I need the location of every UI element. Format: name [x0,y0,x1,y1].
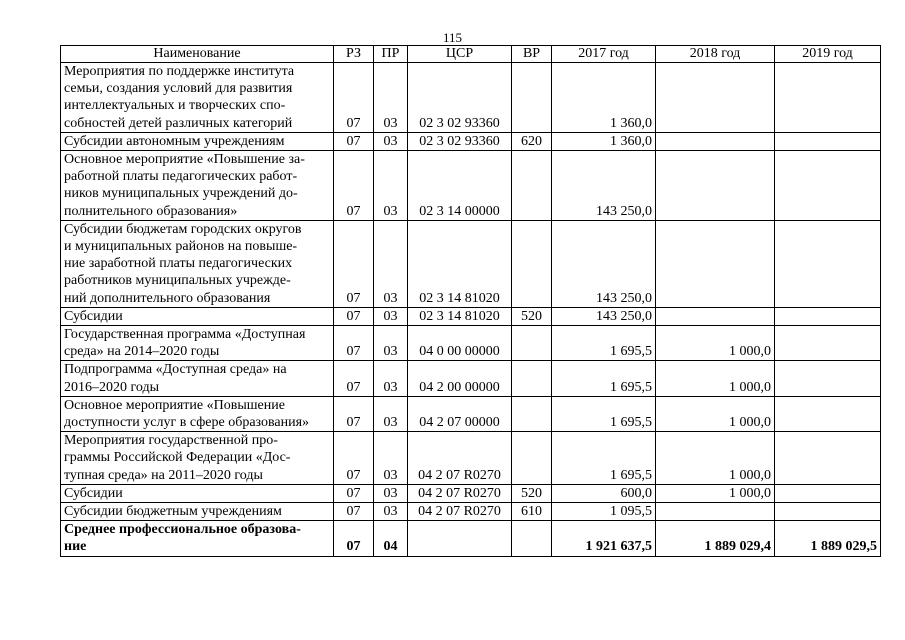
cell-csr: 02 3 14 81020 [408,307,512,325]
table-row [61,151,881,221]
table-row [61,307,881,325]
cell-rz: 07 [334,521,374,556]
cell-2019 [775,132,881,150]
table-row [61,132,881,150]
cell-pr: 03 [374,396,408,431]
cell-csr: 02 3 14 00000 [408,151,512,221]
cell-2019 [775,220,881,307]
cell-vr [512,326,552,361]
cell-pr: 03 [374,503,408,521]
cell-rz: 07 [334,326,374,361]
header-2018: 2018 год [656,46,775,63]
cell-2018 [656,151,775,221]
table-row [61,326,881,361]
cell-csr: 04 2 07 00000 [408,396,512,431]
cell-pr: 03 [374,361,408,396]
cell-rz: 07 [334,396,374,431]
cell-name: Субсидии бюджетам городских округов и муниципальных районов на повыше- ние заработной платы педагогических работников муниципальных учрежде- ний дополнительного образования [61,220,334,307]
table-row [61,220,881,307]
cell-name: Субсидии [61,484,334,502]
cell-pr: 03 [374,307,408,325]
cell-2019 [775,484,881,502]
cell-vr [512,220,552,307]
cell-rz: 07 [334,307,374,325]
cell-2017: 1 360,0 [552,63,656,133]
budget-table [60,45,881,557]
cell-name: Субсидии автономным учреждениям [61,132,334,150]
cell-csr: 04 2 07 R0270 [408,484,512,502]
cell-vr: 520 [512,484,552,502]
cell-pr: 04 [374,521,408,556]
cell-vr: 620 [512,132,552,150]
cell-name: Основное мероприятие «Повышение за- работной платы педагогических работ- ников муниципальных учреждений до- полнительного образования» [61,151,334,221]
cell-vr [512,396,552,431]
cell-vr [512,63,552,133]
cell-2017: 600,0 [552,484,656,502]
table-row [61,484,881,502]
table-row [61,396,881,431]
cell-rz: 07 [334,63,374,133]
cell-vr: 520 [512,307,552,325]
cell-name: Субсидии [61,307,334,325]
cell-2017: 1 695,5 [552,396,656,431]
cell-2018: 1 000,0 [656,326,775,361]
cell-2018: 1 889 029,4 [656,521,775,556]
cell-2019 [775,326,881,361]
cell-2017: 1 695,5 [552,361,656,396]
cell-name: Государственная программа «Доступная среда» на 2014–2020 годы [61,326,334,361]
cell-2018: 1 000,0 [656,484,775,502]
cell-name: Субсидии бюджетным учреждениям [61,503,334,521]
cell-pr: 03 [374,326,408,361]
header-csr: ЦСР [408,46,512,63]
cell-name: Основное мероприятие «Повышение доступности услуг в сфере образования» [61,396,334,431]
table-row [61,432,881,485]
cell-rz: 07 [334,151,374,221]
cell-rz: 07 [334,361,374,396]
cell-2017: 143 250,0 [552,307,656,325]
cell-name: Мероприятия государственной про- граммы Российской Федерации «Дос- тупная среда» на 2011–2020 годы [61,432,334,485]
header-pr: ПР [374,46,408,63]
header-2019: 2019 год [775,46,881,63]
cell-csr: 02 3 02 93360 [408,63,512,133]
header-rz: РЗ [334,46,374,63]
cell-pr: 03 [374,432,408,485]
cell-csr: 04 2 00 00000 [408,361,512,396]
cell-rz: 07 [334,220,374,307]
cell-pr: 03 [374,484,408,502]
cell-2018 [656,132,775,150]
cell-2018: 1 000,0 [656,396,775,431]
cell-2018 [656,63,775,133]
cell-2017: 1 695,5 [552,326,656,361]
cell-vr [512,361,552,396]
cell-2018: 1 000,0 [656,361,775,396]
cell-2017: 1 695,5 [552,432,656,485]
cell-rz: 07 [334,132,374,150]
cell-2019 [775,151,881,221]
header-name: Наименование [61,46,334,63]
cell-2017: 1 360,0 [552,132,656,150]
cell-2018 [656,307,775,325]
cell-vr [512,432,552,485]
cell-pr: 03 [374,63,408,133]
cell-2019 [775,307,881,325]
cell-2019 [775,396,881,431]
cell-name: Среднее профессиональное образова- ние [61,521,334,556]
table-row [61,63,881,133]
cell-2017: 143 250,0 [552,151,656,221]
cell-2019 [775,361,881,396]
cell-csr: 02 3 02 93360 [408,132,512,150]
cell-csr: 04 0 00 00000 [408,326,512,361]
header-2017: 2017 год [552,46,656,63]
cell-2019 [775,503,881,521]
cell-2017: 1 095,5 [552,503,656,521]
cell-name: Подпрограмма «Доступная среда» на 2016–2020 годы [61,361,334,396]
cell-csr [408,521,512,556]
cell-2019: 1 889 029,5 [775,521,881,556]
table-header-row [61,46,881,63]
cell-csr: 04 2 07 R0270 [408,432,512,485]
cell-vr [512,521,552,556]
table-body [61,63,881,557]
table-row [61,503,881,521]
cell-2017: 143 250,0 [552,220,656,307]
cell-rz: 07 [334,484,374,502]
cell-pr: 03 [374,220,408,307]
cell-2018: 1 000,0 [656,432,775,485]
cell-pr: 03 [374,151,408,221]
cell-vr [512,151,552,221]
table-row [61,361,881,396]
cell-2018 [656,503,775,521]
cell-2019 [775,63,881,133]
cell-2019 [775,432,881,485]
cell-rz: 07 [334,503,374,521]
cell-name: Мероприятия по поддержке института семьи, создания условий для развития интеллектуальных и творческих спо- собностей детей различных категорий [61,63,334,133]
table-row [61,521,881,556]
cell-2017: 1 921 637,5 [552,521,656,556]
cell-2018 [656,220,775,307]
cell-vr: 610 [512,503,552,521]
cell-csr: 02 3 14 81020 [408,220,512,307]
cell-pr: 03 [374,132,408,150]
cell-rz: 07 [334,432,374,485]
page-number: 115 [442,30,463,45]
header-vr: ВР [512,46,552,63]
cell-csr: 04 2 07 R0270 [408,503,512,521]
